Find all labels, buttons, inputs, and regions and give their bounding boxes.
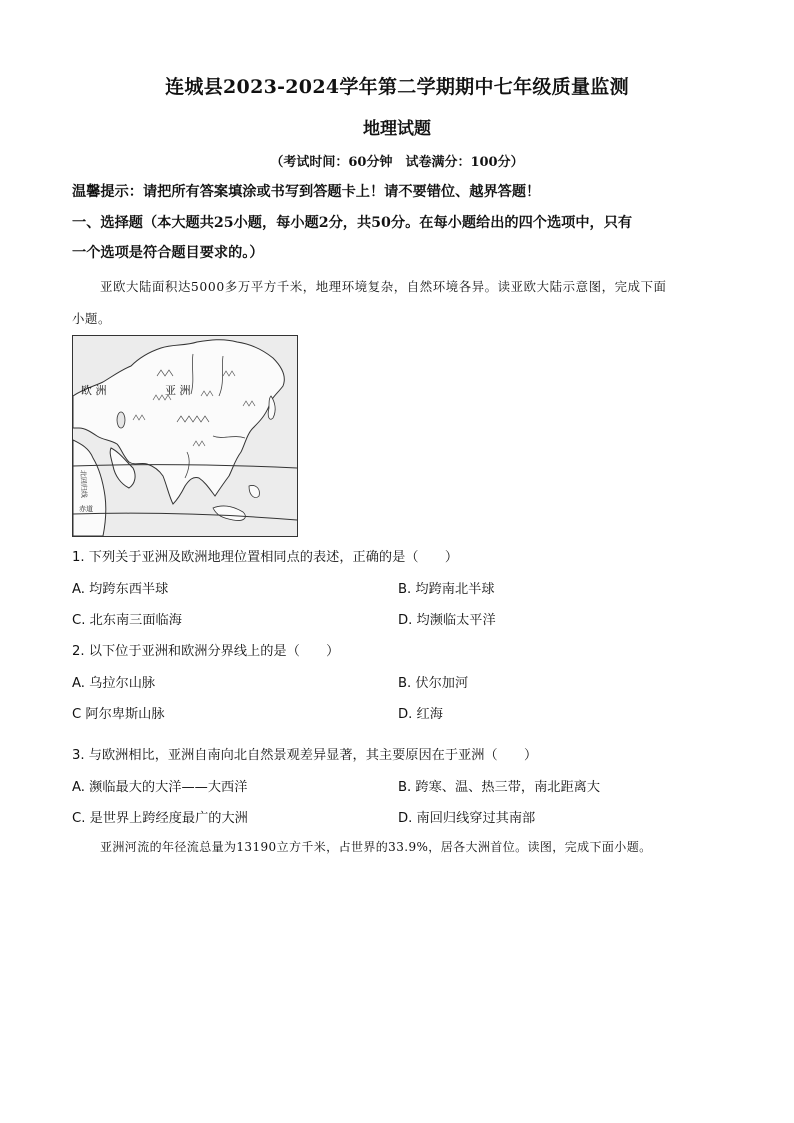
question-1-option-c[interactable]: C. 北东南三面临海 bbox=[72, 613, 182, 628]
exam-title: 连城县2023-2024学年第二学期期中七年级质量监测 bbox=[165, 76, 629, 98]
subject-title: 地理试题 bbox=[363, 119, 431, 139]
label-europe: 欧 洲 bbox=[81, 384, 107, 397]
question-2-stem: 2. 以下位于亚洲和欧洲分界线上的是（ ） bbox=[72, 644, 340, 659]
exam-info: （考试时间：60分钟 试卷满分：100分） bbox=[270, 155, 524, 170]
label-asia: 亚 洲 bbox=[165, 384, 191, 397]
question-2-option-a[interactable]: A. 乌拉尔山脉 bbox=[72, 676, 156, 691]
question-3-option-b[interactable]: B. 跨寒、温、热三带，南北距离大 bbox=[398, 780, 601, 795]
caspian-sea bbox=[117, 412, 125, 428]
question-3-stem: 3. 与欧洲相比，亚洲自南向北自然景观差异显著，其主要原因在于亚洲（ ） bbox=[72, 748, 538, 763]
section-heading-line1: 一、选择题（本大题共25小题，每小题2分，共50分。在每小题给出的四个选项中，只有 bbox=[72, 215, 633, 231]
question-1-option-a[interactable]: A. 均跨东西半球 bbox=[72, 582, 169, 597]
question-1-option-d[interactable]: D. 均濒临太平洋 bbox=[398, 613, 496, 628]
intro-paragraph-2: 亚洲河流的年径流总量为13190立方千米，占世界的33.9%，居各大洲首位。读图，完成下面小题。 bbox=[100, 840, 652, 854]
question-2-option-c[interactable]: C 阿尔卑斯山脉 bbox=[72, 707, 165, 722]
question-1-option-b[interactable]: B. 均跨南北半球 bbox=[398, 582, 495, 597]
question-1-stem: 1. 下列关于亚洲及欧洲地理位置相同点的表述，正确的是（ ） bbox=[72, 550, 459, 565]
question-3-option-a[interactable]: A. 濒临最大的大洋——大西洋 bbox=[72, 780, 248, 795]
label-equator: 赤道 bbox=[79, 505, 93, 513]
question-2-option-d[interactable]: D. 红海 bbox=[398, 707, 443, 722]
eurasia-map-graphic bbox=[73, 336, 297, 536]
question-2-option-b[interactable]: B. 伏尔加河 bbox=[398, 676, 469, 691]
label-tropic: 北回归线 bbox=[78, 469, 88, 499]
eurasia-map bbox=[72, 335, 298, 537]
intro-paragraph-line2: 小题。 bbox=[72, 311, 111, 326]
intro-paragraph-line1: 亚欧大陆面积达5000多万平方千米，地理环境复杂，自然环境各异。读亚欧大陆示意图，完成下面 bbox=[100, 279, 667, 294]
question-3-option-c[interactable]: C. 是世界上跨经度最广的大洲 bbox=[72, 811, 248, 826]
section-heading-line2: 一个选项是符合题目要求的。） bbox=[72, 245, 264, 261]
question-3-option-d[interactable]: D. 南回归线穿过其南部 bbox=[398, 811, 536, 826]
notice: 温馨提示：请把所有答案填涂或书写到答题卡上！请不要错位、越界答题！ bbox=[72, 184, 541, 200]
